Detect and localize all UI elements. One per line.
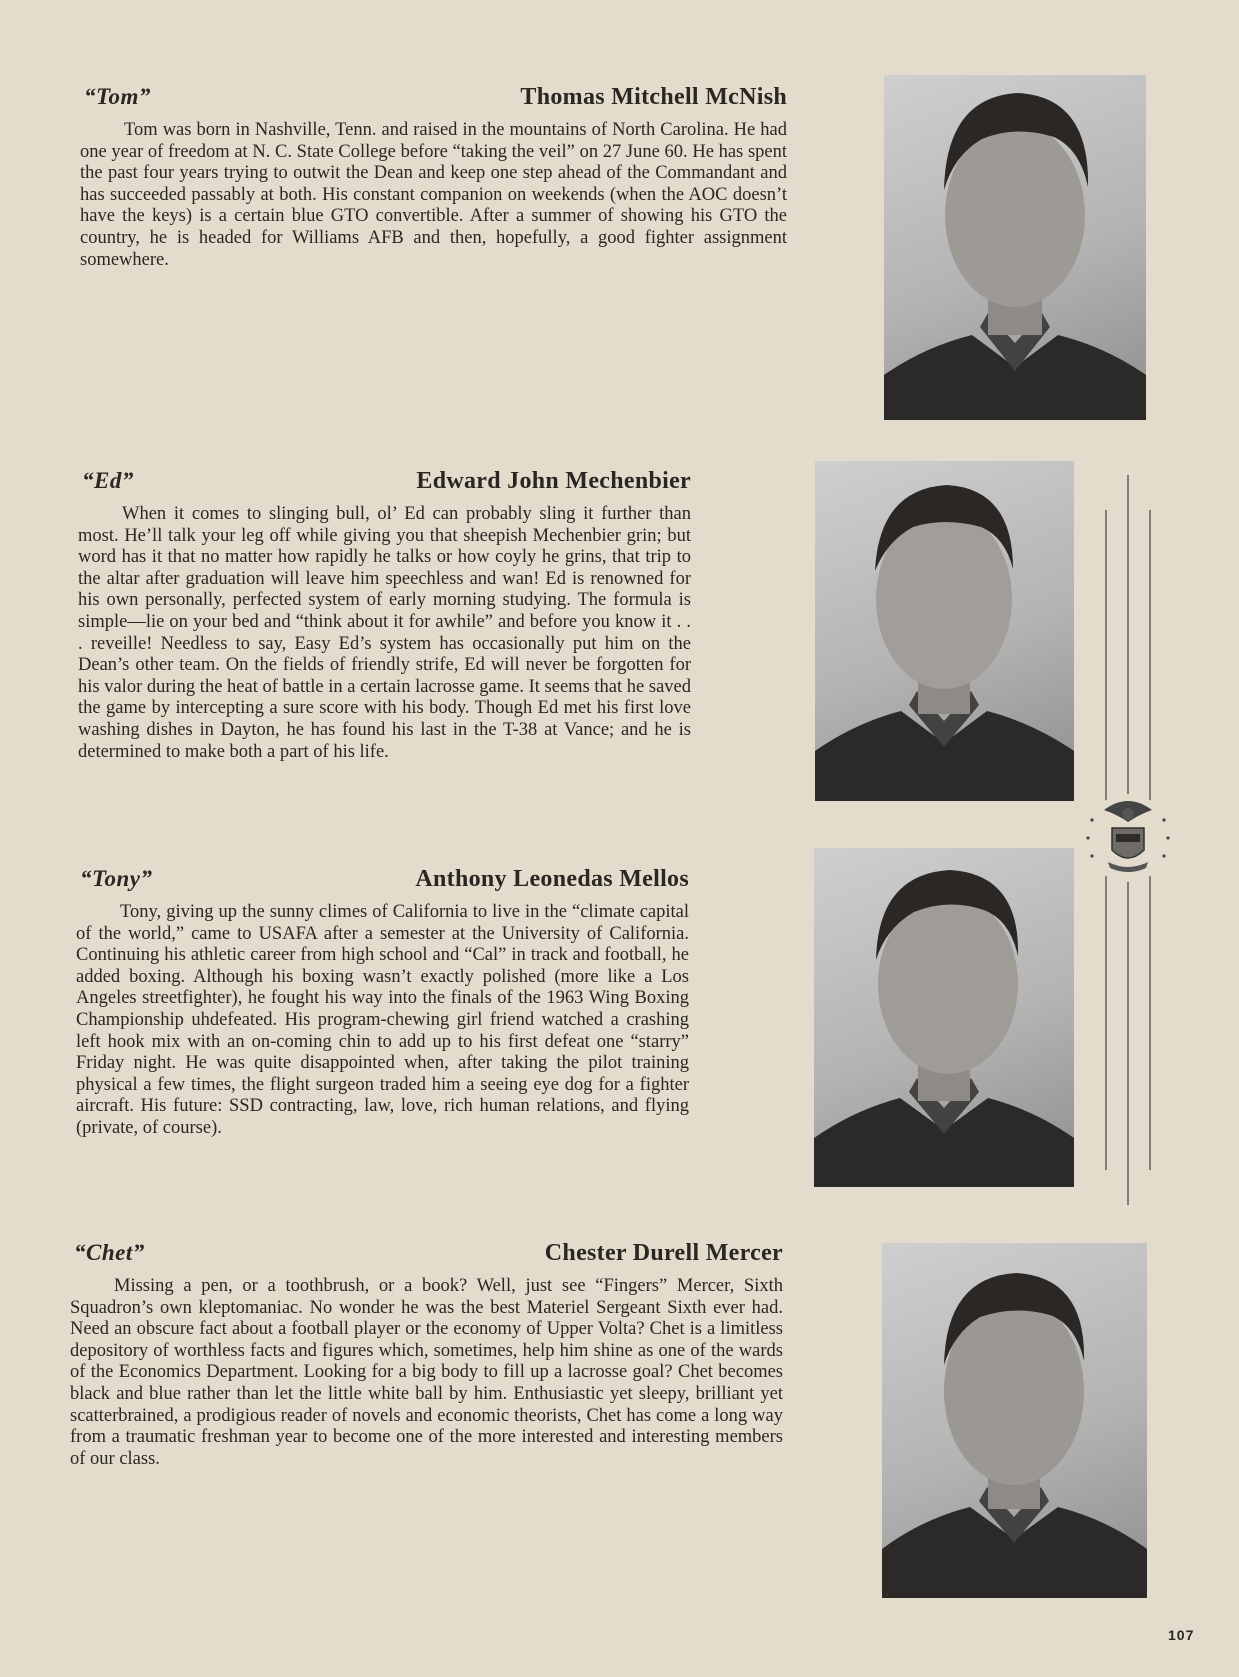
full-name: Edward John Mechenbier — [416, 468, 691, 494]
entry-header — [78, 468, 691, 504]
nickname: “Tony” — [80, 866, 153, 891]
entry-mcnish — [80, 84, 787, 271]
nickname: “Ed” — [82, 468, 134, 493]
full-name: Anthony Leonedas Mellos — [415, 866, 689, 892]
full-name: Chester Durell Mercer — [544, 1240, 783, 1266]
full-name: Thomas Mitchell McNish — [520, 84, 787, 110]
biography: Missing a pen, or a toothbrush, or a book? Well, just see “Fingers” Mercer, Sixth Squadron’s own kleptomaniac. No wonder he was the best Materiel Sergeant Sixth ever had. Need an obscure fact about a football player or the economy of Upper Volta? Chet is a limitless depository of worthless facts and figures which, sometimes, help him shine as one of the wards of the Economics Department. Looking for a big body to fill up a lacrosse goal? Chet becomes black and blue rather than let the little white ball by him. Enthusiastic yet sleepy, brilliant yet scatterbrained, a prodigious reader of novels and economic theorists, Chet has come a long way from a traumatic freshman year to become one of the more interested and interesting members of our class. — [70, 1276, 783, 1469]
entry-mechenbier — [78, 468, 691, 763]
portrait-photo-mellos — [814, 848, 1074, 1187]
entry-header — [70, 1240, 783, 1276]
portrait-photo-mcnish — [884, 75, 1146, 420]
decorative-rules-with-crest — [1070, 470, 1180, 1210]
portrait-photo-mechenbier — [815, 461, 1074, 801]
biography: When it comes to slinging bull, ol’ Ed can probably sling it further than most. He’ll talk your leg off while giving you that sheepish Mechenbier grin; but word has it that no matter how rapidly he talks or how coyly he grins, that trip to the altar after graduation will leave him speechless and wan! Ed is renowned for his own personally, perfected system of early morning studying. The formula is simple—lie on your bed and “think about it for awhile” and before you know it . . . reveille! Needless to say, Easy Ed’s system has occasionally put him on the Dean’s other team. On the fields of friendly strife, Ed will never be forgotten for his valor during the heat of battle in a certain lacrosse game. It seems that he saved the game by intercepting a sure score with his body. Though Ed met his first love washing dishes in Dayton, he has found his last in the T-38 at Vance; and he is determined to make both a part of his life. — [78, 504, 691, 762]
nickname: “Tom” — [84, 84, 151, 109]
entry-header — [76, 866, 689, 902]
biography: Tony, giving up the sunny climes of California to live in the “climate capital of the world,” came to USAFA after a semester at the University of California. Continuing his athletic career from high school and “Cal” in track and football, he added boxing. Although his boxing wasn’t exactly polished (more like a Los Angeles streetfighter), he fought his way into the finals of the 1963 Wing Boxing Championship uhdefeated. His program-chewing girl friend watched a crashing left hook mix with an on-coming chin to add up to his first defeat one “starry” Friday night. He was quite disappointed when, after taking the pilot training physical a few times, the flight surgeon traded him a seeing eye dog for a fighter aircraft. His future: SSD contracting, law, love, rich human relations, and flying (private, of course). — [76, 902, 689, 1138]
biography: Tom was born in Nashville, Tenn. and raised in the mountains of North Carolina. He had one year of freedom at N. C. State College before “taking the veil” on 27 June 60. He has spent the past four years trying to outwit the Dean and keep one step ahead of the Commandant and has succeeded passably at both. His constant companion on weekends (when the AOC doesn’t have the keys) is a certain blue GTO convertible. After a summer of showing his GTO the country, he is headed for Williams AFB and then, hopefully, a good fighter assignment somewhere. — [80, 120, 787, 270]
entry-mercer — [70, 1240, 783, 1470]
nickname: “Chet” — [74, 1240, 145, 1265]
entry-header — [80, 84, 787, 120]
entry-mellos — [76, 866, 689, 1140]
portrait-photo-mercer — [882, 1243, 1147, 1598]
page-number: 107 — [1168, 1627, 1195, 1643]
